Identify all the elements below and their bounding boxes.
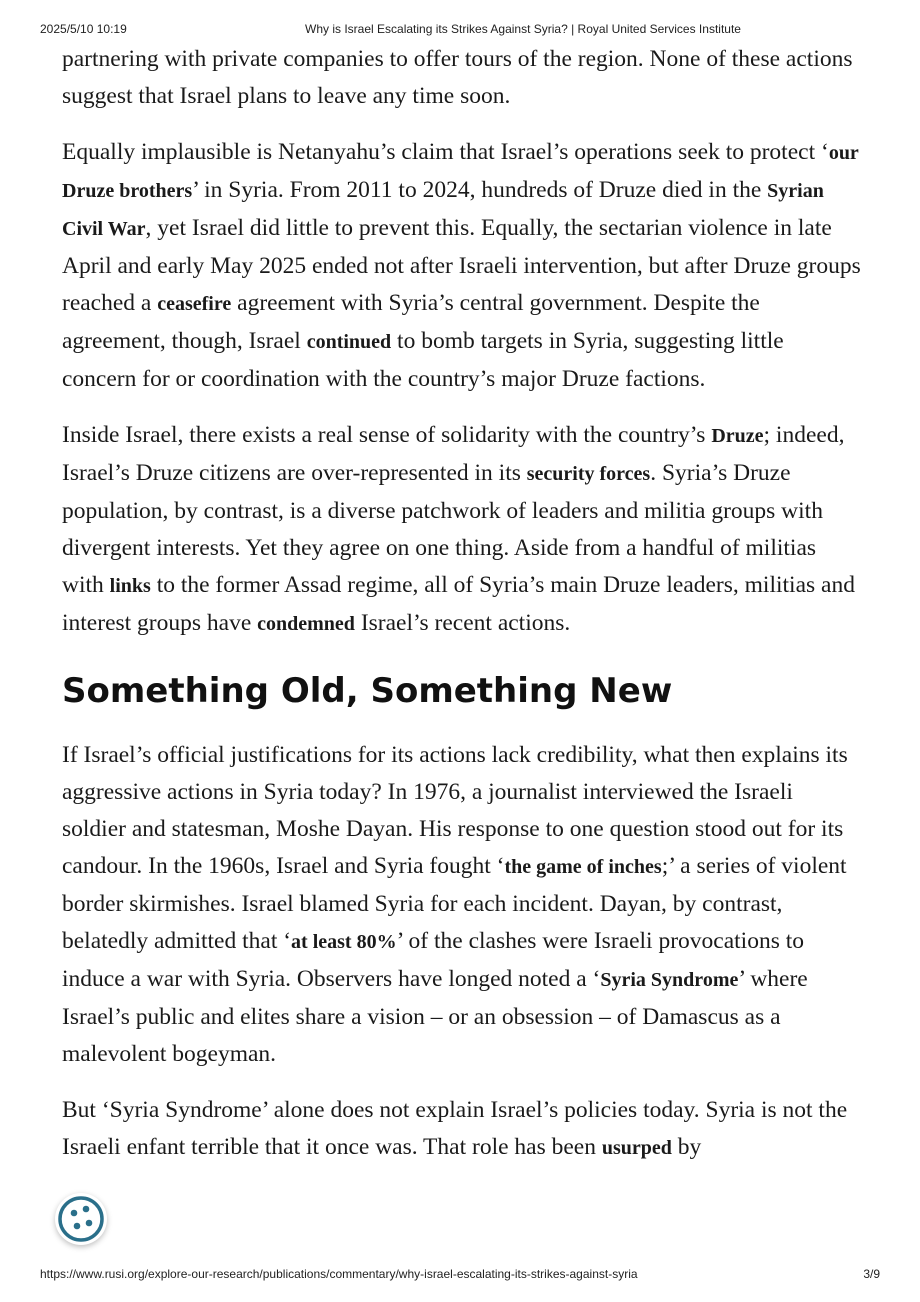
cookie-settings-button[interactable] — [55, 1193, 107, 1245]
cookie-settings-icon — [55, 1193, 107, 1245]
paragraph-1: partnering with private companies to offer tours of the region. None of these actions suggest that Israel plans to leave any time soon. — [62, 46, 853, 109]
link-syria-syndrome[interactable]: Syria Syndrome — [600, 969, 739, 991]
paragraph-2: Equally implausible is Netanyahu’s claim that Israel’s operations seek to protect ‘our Druze brothers’ in Syria. From 2011 to 2024, hundreds of Druze died in the Syrian Civil War, yet Israel did little to prevent this. Equally, the sectarian violence in late April and early May 2025 ended not after Israeli intervention, but after Druze groups reached a ceasefire agreement with Syria’s central government. Despite the agreement, though, Israel continued to bomb targets in Syria, suggesting little concern for or coordination with the country’s major Druze factions. — [62, 139, 861, 392]
print-page-title: Why is Israel Escalating its Strikes Against Syria? | Royal United Services Institute — [305, 22, 741, 36]
print-url: https://www.rusi.org/explore-our-research/publications/commentary/why-israel-escalating-its-strikes-against-syria — [40, 1267, 638, 1281]
section-heading: Something Old, Something New — [62, 671, 673, 711]
link-at-least-80[interactable]: at least 80% — [291, 931, 397, 953]
link-ceasefire[interactable]: ceasefire — [157, 293, 232, 315]
link-links[interactable]: links — [109, 575, 151, 597]
paragraph-5: But ‘Syria Syndrome’ alone does not explain Israel’s policies today. Syria is not the Israeli enfant terrible that it once was. That role has been usurped by — [62, 1097, 848, 1160]
link-condemned[interactable]: condemned — [257, 613, 355, 635]
print-page-number: 3/9 — [863, 1267, 880, 1281]
print-datetime: 2025/5/10 10:19 — [40, 22, 127, 36]
link-usurped[interactable]: usurped — [601, 1137, 672, 1159]
print-header — [40, 22, 880, 38]
paragraph-3: Inside Israel, there exists a real sense of solidarity with the country’s Druze; indeed, Israel’s Druze citizens are over-represented in its security forces. Syria’s Druze population, by contrast, is a diverse patchwork of leaders and militia groups with divergent interests. Yet they agree on one thing. Aside from a handful of militias with links to the former Assad regime, all of Syria’s main Druze leaders, militias and interest groups have condemned Israel’s recent actions. — [62, 422, 855, 636]
article-body — [62, 41, 862, 1186]
link-continued[interactable]: continued — [306, 331, 392, 353]
link-syrian-civil-war[interactable]: Syrian Civil War — [62, 180, 824, 240]
print-footer — [40, 1267, 880, 1283]
link-security-forces[interactable]: security forces — [526, 463, 651, 485]
paragraph-4: If Israel’s official justifications for its actions lack credibility, what then explains its aggressive actions in Syria today? In 1976, a journalist interviewed the Israeli soldier and statesman, Moshe Dayan. His response to one question stood out for its candour. In the 1960s, Israel and Syria fought ‘the game of inches;’ a series of violent border skirmishes. Israel blamed Syria for each incident. Dayan, by contrast, belatedly admitted that ‘at least 80%’ of the clashes were Israeli provocations to induce a war with Syria. Observers have longed noted a ‘Syria Syndrome’ where Israel’s public and elites share a vision – or an obsession – of Damascus as a malevolent bogeyman. — [62, 742, 848, 1067]
link-game-of-inches[interactable]: the game of inches — [504, 856, 662, 878]
link-druze[interactable]: Druze — [711, 425, 764, 447]
link-our-druze-brothers[interactable]: our Druze brothers — [62, 142, 859, 202]
